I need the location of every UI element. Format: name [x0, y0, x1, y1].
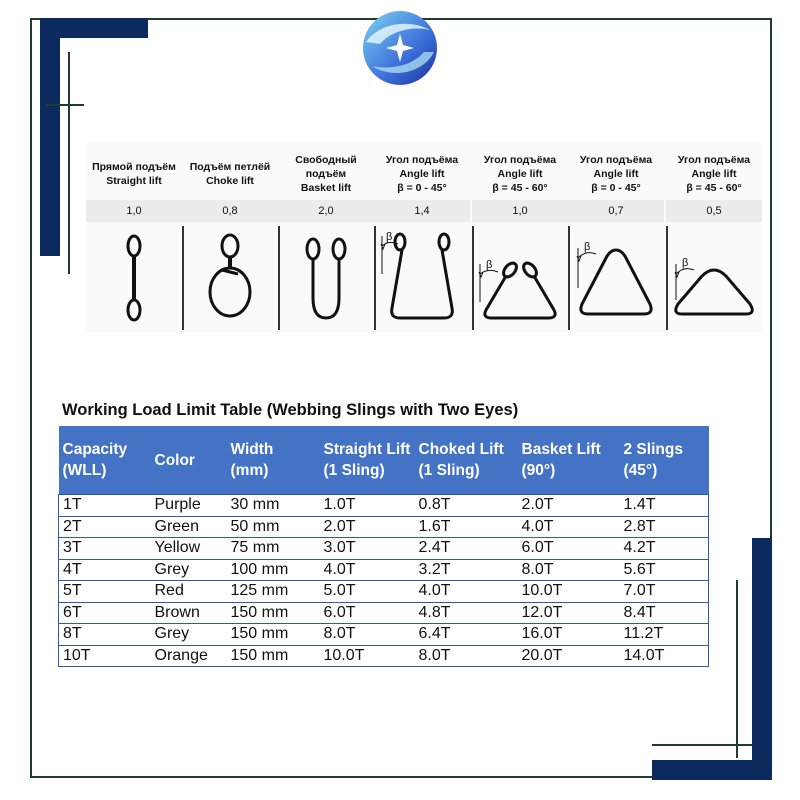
- lift-factor-panel: [86, 142, 762, 332]
- lift-factor-column: [666, 142, 762, 332]
- table-cell: 6.0T: [320, 602, 415, 624]
- table-cell: 2.0T: [320, 516, 415, 538]
- table-cell: 16.0T: [518, 624, 620, 646]
- table-cell: 2.8T: [620, 516, 709, 538]
- table-cell: 5T: [59, 581, 151, 603]
- lift-factor-header: [568, 148, 664, 200]
- lift-factor-header: [182, 148, 278, 200]
- table-cell: 6.4T: [415, 624, 518, 646]
- lift-factor-value: 2,0: [278, 200, 374, 222]
- table-cell: Grey: [151, 624, 227, 646]
- lift-factor-header: [374, 148, 470, 200]
- corner-bar-bottom: [652, 760, 772, 780]
- wll-column-header: Width (mm): [227, 426, 320, 495]
- table-cell: 10.0T: [518, 581, 620, 603]
- table-cell: 30 mm: [227, 495, 320, 517]
- lift-name-ru: Угол подъёма: [579, 154, 653, 166]
- column-divider: [374, 226, 376, 330]
- choke-lift-icon: [182, 226, 278, 330]
- lift-name-ru: Угол подъёма: [385, 154, 459, 166]
- angle-lift-0-45-icon: [374, 226, 470, 330]
- corner-thin-horizontal-br: [652, 744, 752, 746]
- straight-lift-icon: [86, 226, 182, 330]
- table-cell: 14.0T: [620, 645, 709, 667]
- lift-factor-value: 0,7: [568, 200, 664, 222]
- lift-factor-column: [568, 142, 664, 332]
- table-cell: 100 mm: [227, 559, 320, 581]
- table-cell: 6T: [59, 602, 151, 624]
- lift-factor-column: [182, 142, 278, 332]
- corner-thin-vertical-br: [736, 580, 738, 758]
- wll-table: [58, 426, 709, 667]
- table-cell: 12.0T: [518, 602, 620, 624]
- table-cell: 4.0T: [415, 581, 518, 603]
- lift-factor-header: [278, 148, 374, 200]
- table-cell: 8.0T: [320, 624, 415, 646]
- angle-choke-0-45-icon: [568, 226, 664, 330]
- svg-text:β: β: [682, 257, 689, 269]
- table-cell: Yellow: [151, 538, 227, 560]
- column-divider: [568, 226, 570, 330]
- svg-text:β: β: [386, 231, 393, 243]
- table-cell: 11.2T: [620, 624, 709, 646]
- wll-column-header: Straight Lift (1 Sling): [320, 426, 415, 495]
- corner-bar-right: [752, 538, 772, 780]
- frame-line-left: [30, 18, 32, 778]
- table-cell: 4.0T: [320, 559, 415, 581]
- lift-factor-value: 1,0: [86, 200, 182, 222]
- wll-column-header: 2 Slings (45°): [620, 426, 709, 495]
- lift-factor-header: [86, 148, 182, 200]
- lift-name-ru: Прямой подъём: [92, 161, 176, 173]
- lift-factor-column: [374, 142, 470, 332]
- lift-name-ru: Угол подъёма: [483, 154, 557, 166]
- wll-column-header: Basket Lift (90°): [518, 426, 620, 495]
- table-cell: 3.0T: [320, 538, 415, 560]
- table-cell: 8.0T: [415, 645, 518, 667]
- table-row: [59, 495, 709, 517]
- lift-factor-header: [666, 148, 762, 200]
- lift-name-en: Angle lift: [593, 168, 639, 180]
- column-divider: [472, 226, 474, 330]
- table-row: [59, 645, 709, 667]
- lift-name-en: Choke lift: [206, 175, 254, 187]
- table-cell: 1.0T: [320, 495, 415, 517]
- lift-name-ru: Подъём петлёй: [189, 161, 271, 173]
- table-cell: Brown: [151, 602, 227, 624]
- lift-name-en: Angle lift: [399, 168, 445, 180]
- lift-name-ru: Свободный подъём: [295, 154, 357, 180]
- table-row: [59, 516, 709, 538]
- table-cell: 4.2T: [620, 538, 709, 560]
- angle-lift-45-60-icon: [472, 226, 568, 330]
- lift-name-en: Basket lift: [300, 182, 352, 194]
- wll-column-header: Color: [151, 426, 227, 495]
- lift-angle-range: β = 0 - 45°: [397, 182, 447, 194]
- corner-thin-horizontal: [46, 104, 84, 106]
- angle-choke-45-60-icon: [666, 226, 762, 330]
- lift-factor-value: 1,4: [374, 200, 470, 222]
- lift-factor-column: [86, 142, 182, 332]
- table-row: [59, 602, 709, 624]
- lift-name-en: Straight lift: [106, 175, 162, 187]
- table-cell: 2T: [59, 516, 151, 538]
- table-cell: 1.6T: [415, 516, 518, 538]
- table-cell: 50 mm: [227, 516, 320, 538]
- corner-bar-left: [40, 18, 60, 256]
- svg-text:β: β: [584, 241, 591, 253]
- table-cell: Orange: [151, 645, 227, 667]
- lift-factor-column: [278, 142, 374, 332]
- wll-header-row: [59, 426, 709, 495]
- table-cell: 8.4T: [620, 602, 709, 624]
- lift-angle-range: β = 45 - 60°: [492, 182, 548, 194]
- lift-angle-range: β = 0 - 45°: [591, 182, 641, 194]
- wll-table-body: [59, 495, 709, 667]
- table-cell: 3T: [59, 538, 151, 560]
- wll-column-header: Choked Lift (1 Sling): [415, 426, 518, 495]
- lift-factor-header: [472, 148, 568, 200]
- table-cell: 6.0T: [518, 538, 620, 560]
- table-cell: 1T: [59, 495, 151, 517]
- corner-thin-vertical: [68, 52, 70, 274]
- table-cell: 150 mm: [227, 624, 320, 646]
- wll-column-header: Capacity (WLL): [59, 426, 151, 495]
- lift-factor-value: 0,8: [182, 200, 278, 222]
- table-cell: 150 mm: [227, 602, 320, 624]
- table-row: [59, 581, 709, 603]
- table-row: [59, 559, 709, 581]
- column-divider: [278, 226, 280, 330]
- column-divider: [666, 226, 668, 330]
- lift-name-ru: Угол подъёма: [677, 154, 751, 166]
- table-cell: 7.0T: [620, 581, 709, 603]
- table-cell: 4T: [59, 559, 151, 581]
- lift-factor-column: [472, 142, 568, 332]
- table-cell: 0.8T: [415, 495, 518, 517]
- table-cell: 4.0T: [518, 516, 620, 538]
- wll-table-title: Working Load Limit Table (Webbing Slings with Two Eyes): [62, 401, 519, 419]
- table-cell: Purple: [151, 495, 227, 517]
- table-row: [59, 624, 709, 646]
- basket-lift-icon: [278, 226, 374, 330]
- table-cell: 20.0T: [518, 645, 620, 667]
- svg-text:β: β: [486, 259, 493, 271]
- swirl-star-logo-icon: [360, 8, 440, 88]
- lift-factor-value: 0,5: [666, 200, 762, 222]
- table-cell: Green: [151, 516, 227, 538]
- table-cell: 8T: [59, 624, 151, 646]
- column-divider: [182, 226, 184, 330]
- table-cell: 125 mm: [227, 581, 320, 603]
- table-cell: Grey: [151, 559, 227, 581]
- table-cell: 10T: [59, 645, 151, 667]
- table-cell: 75 mm: [227, 538, 320, 560]
- table-cell: 2.0T: [518, 495, 620, 517]
- table-cell: 5.0T: [320, 581, 415, 603]
- table-cell: 4.8T: [415, 602, 518, 624]
- table-cell: 3.2T: [415, 559, 518, 581]
- lift-angle-range: β = 45 - 60°: [686, 182, 742, 194]
- table-cell: 5.6T: [620, 559, 709, 581]
- table-row: [59, 538, 709, 560]
- lift-factor-value: 1,0: [472, 200, 568, 222]
- table-cell: 2.4T: [415, 538, 518, 560]
- table-cell: 8.0T: [518, 559, 620, 581]
- table-cell: 150 mm: [227, 645, 320, 667]
- table-cell: Red: [151, 581, 227, 603]
- table-cell: 10.0T: [320, 645, 415, 667]
- table-cell: 1.4T: [620, 495, 709, 517]
- lift-name-en: Angle lift: [691, 168, 737, 180]
- lift-name-en: Angle lift: [497, 168, 543, 180]
